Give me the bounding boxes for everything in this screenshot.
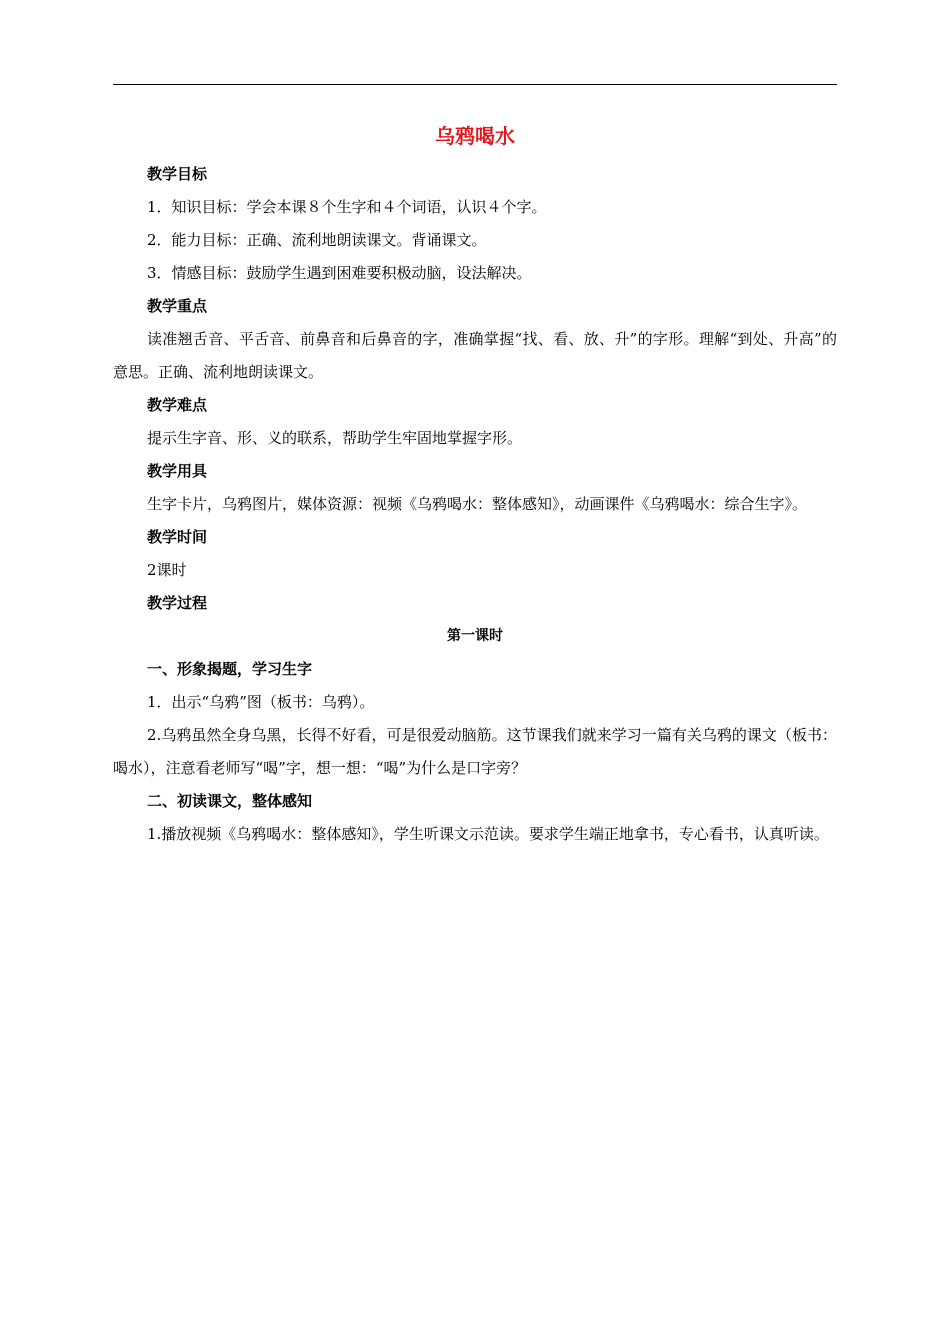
paragraph-difficulties: 提示生字音、形、义的联系，帮助学生牢固地掌握字形。 xyxy=(147,429,523,447)
part-heading-first-reading: 二、初读课文，整体感知 xyxy=(147,792,313,810)
section-heading-process: 教学过程 xyxy=(147,594,208,612)
section-heading-materials: 教学用具 xyxy=(147,462,208,480)
paragraph-time: 2课时 xyxy=(147,561,187,579)
paragraph-first-reading-step-1: 1.播放视频《乌鸦喝水：整体感知》，学生听课文示范读。要求学生端正地拿书，专心看书，认真听读。 xyxy=(147,825,829,843)
paragraph-objective-ability: 2．能力目标：正确、流利地朗读课文。背诵课文。 xyxy=(147,231,487,249)
section-heading-time: 教学时间 xyxy=(147,528,208,546)
section-heading-difficulties: 教学难点 xyxy=(147,396,208,414)
paragraph-objective-knowledge: 1．知识目标：学会本课８个生字和４个词语，认识４个字。 xyxy=(147,198,547,216)
paragraph-key-points: 读准翘舌音、平舌音、前鼻音和后鼻音的字，准确掌握“找、看、放、升”的字形。理解“到处、升高”的意思。正确、流利地朗读课文。 xyxy=(113,330,837,381)
document-body xyxy=(113,118,837,851)
lesson-one-subtitle: 第一课时 xyxy=(447,628,503,644)
part-heading-introduction: 一、形象揭题，学习生字 xyxy=(147,660,313,678)
document-title: 乌鸦喝水 xyxy=(435,124,515,148)
paragraph-introduction-step-2: 2.乌鸦虽然全身乌黑，长得不好看，可是很爱动脑筋。这节课我们就来学习一篇有关乌鸦的课文（板书：喝水），注意看老师写“喝”字，想一想：“喝”为什么是口字旁？ xyxy=(113,726,837,777)
paragraph-materials: 生字卡片，乌鸦图片，媒体资源：视频《乌鸦喝水：整体感知》，动画课件《乌鸦喝水：综合生字》。 xyxy=(147,495,808,513)
header-rule xyxy=(113,84,837,85)
paragraph-objective-emotion: 3．情感目标：鼓励学生遇到困难要积极动脑，设法解决。 xyxy=(147,264,532,282)
section-heading-key-points: 教学重点 xyxy=(147,297,208,315)
paragraph-introduction-step-1: 1．出示“乌鸦”图（板书：乌鸦）。 xyxy=(147,693,375,711)
section-heading-objectives: 教学目标 xyxy=(147,165,208,183)
